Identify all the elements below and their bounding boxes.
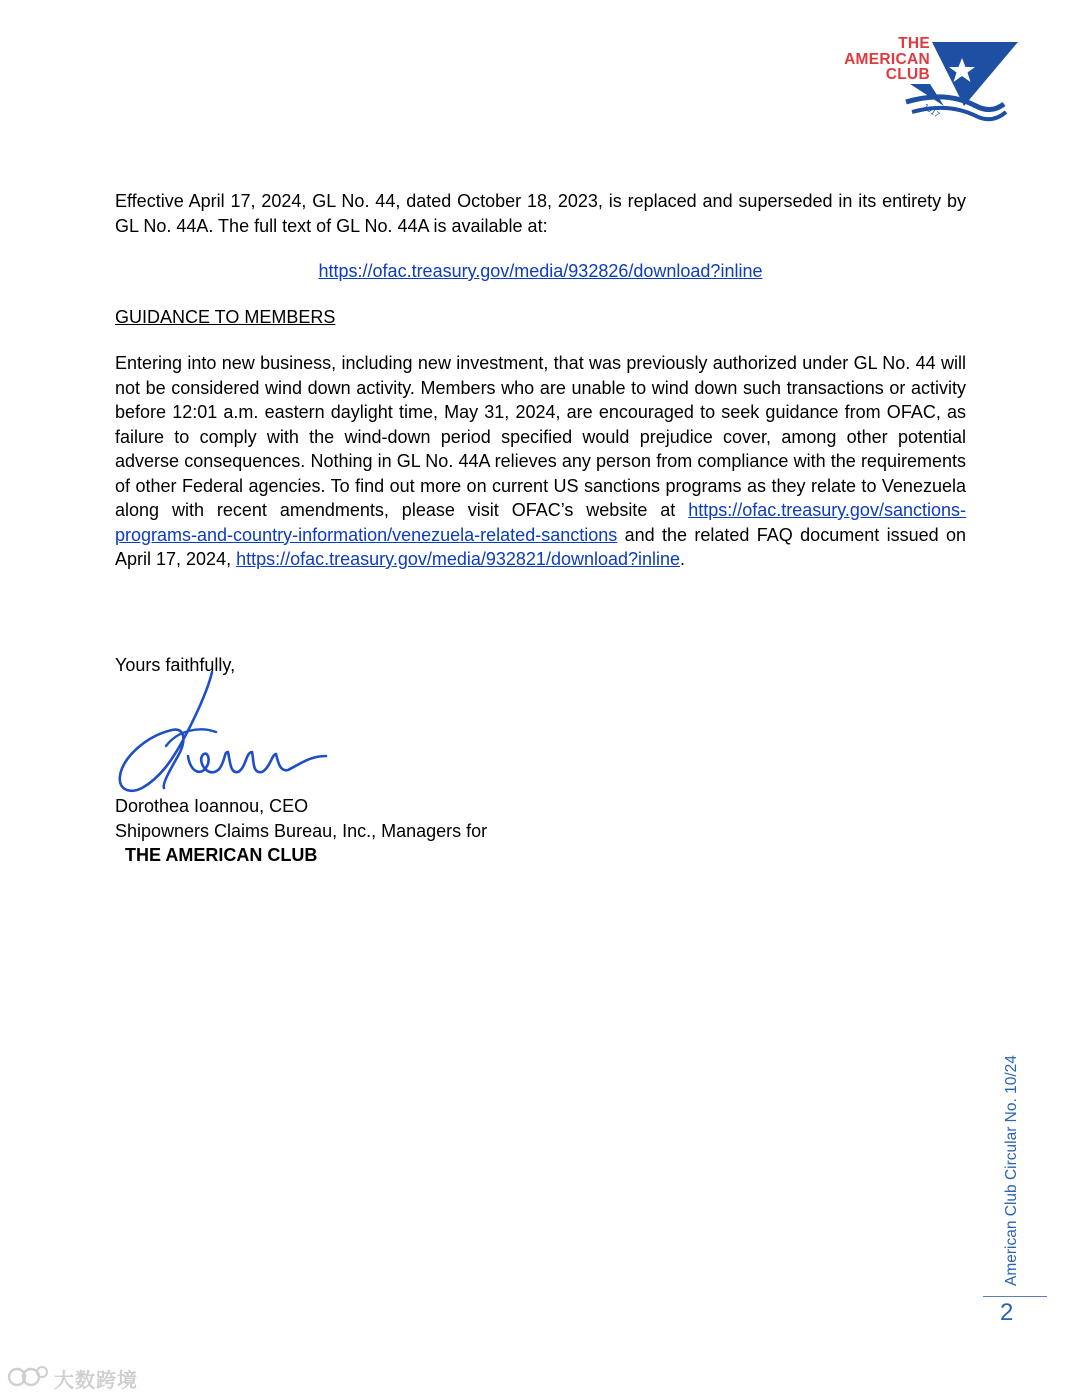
guidance-text: Entering into new business, including new investment, that was previously authorized under GL No. 44 will not be considered wind down activity. Members who are unable to wind down such transactions or activity before 12:01 a.m. eastern daylight time, May 31, 2024, are encouraged to seek guidance from OFAC, as failure to comply with the wind-down period specified would prejudice cover, among other potential adverse consequences. Nothing in GL No. 44A relieves any person from compliance with the requirements of other Federal agencies. To find out more on current US sanctions programs as they relate to Venezuela along with recent amendments, please visit OFAC’s website at [115,353,966,520]
intro-paragraph: Effective April 17, 2024, GL No. 44, dated October 18, 2023, is replaced and superseded in its entirety by GL No. 44A. The full text of GL No. 44A is available at: [115,191,966,236]
logo-line-the: THE [898,35,930,52]
footer-divider [983,1296,1047,1297]
salutation: Yours faithfully, [115,655,236,675]
letter-body [115,189,966,572]
guidance-heading: GUIDANCE TO MEMBERS [115,306,336,327]
signer-club: THE AMERICAN CLUB [125,845,318,865]
watermark-text: 大数跨境 [54,1370,138,1392]
page-number: 2 [1000,1299,1014,1326]
signature-icon [112,660,342,805]
faq-document-link[interactable]: https://ofac.treasury.gov/media/932821/download?inline [236,549,681,569]
venezuela-sanctions-link[interactable]: https://ofac.treasury.gov/sanctions-programs-and-country-information/venezuela-related-sanctions [115,500,966,545]
logo-line-club: CLUB [885,66,930,83]
period-text: . [680,549,686,569]
signer-name: Dorothea Ioannou, CEO [115,796,309,816]
logo-emblem-icon [826,36,1021,128]
watermark [6,1364,146,1390]
logo-year: 1917 [921,101,942,120]
faq-text: and the related FAQ document issued on April 17, 2024, [115,524,966,569]
watermark-logo-icon [6,1364,52,1390]
signer-block [115,794,487,868]
signer-company: Shipowners Claims Bureau, Inc., Managers for [115,820,488,841]
circular-number: American Club Circular No. 10/24 [1003,1055,1020,1286]
gl-44a-link[interactable]: https://ofac.treasury.gov/media/932826/download?inline [318,261,763,281]
american-club-logo [826,36,1021,128]
logo-line-american: AMERICAN [844,50,930,68]
guidance-paragraph [115,351,966,572]
